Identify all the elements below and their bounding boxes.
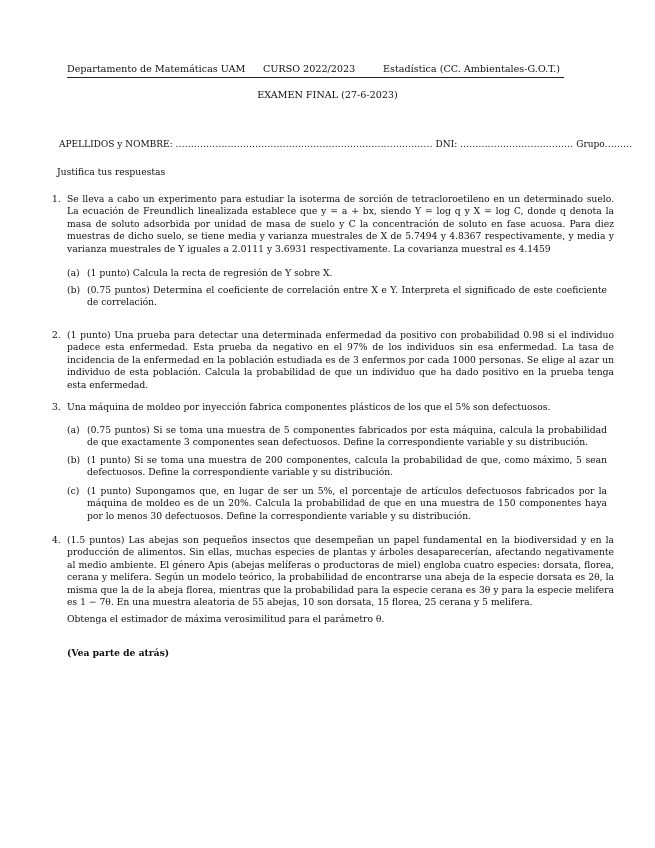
question-text: Una máquina de moldeo por inyección fabrica componentes plásticos de los que el 5% son defectuosos. <box>67 402 551 413</box>
part-label: (b) <box>67 455 81 466</box>
header-subject: Estadística (CC. Ambientales-G.O.T.) <box>383 64 560 75</box>
question-text: (1.5 puntos) Las abejas son pequeños insectos que desempeñan un papel fundamental en la biodiversidad y en la producción de alimentos. Sin ellas, muchas especies de plantas y árboles desaparecerían, afectando negativamente al medio ambiente. El género Apis (abejas melíferas o productoras de miel) engloba cuatro especies: dorsata, florea, cerana y melifera. Según un modelo teórico, la probabilidad de encontrarse una abeja de la especie dorsata es 2θ, la misma que la de la abeja florea, mientras que la probabilidad para la especie cerana es 3θ y para la especie melifera es 1 − 7θ. En una muestra aleatoria de 55 abejas, 10 son dorsata, 15 florea, 25 cerana y 5 melifera. <box>67 535 614 609</box>
question-1-part-a <box>67 268 607 280</box>
question-text: (1 punto) Una prueba para detectar una determinada enfermedad da positivo con probabilidad 0.98 si el individuo padece esta enfermedad. Esta prueba da negativo en el 97% de los individuos sin esa enfermedad. La tasa de incidencia de la enfermedad en la población estudiada es de 3 enfermos por cada 1000 personas. Se elige al azar un individuo de esta población. Calcula la probabilidad de que un individuo que ha dado positivo en la prueba tenga esta enfermedad. <box>67 330 614 391</box>
question-1-part-b <box>67 285 607 310</box>
dni-label: DNI: <box>435 140 458 150</box>
name-row <box>59 139 633 151</box>
question-number: 2. <box>52 330 61 341</box>
question-3-part-b <box>67 455 607 480</box>
dni-blank: ..................................... <box>460 140 574 150</box>
question-3-part-c <box>67 486 607 523</box>
question-3-part-a <box>67 425 607 450</box>
part-text: (1 punto) Calcula la recta de regresión de Y sobre X. <box>87 268 333 279</box>
part-label: (a) <box>67 425 80 436</box>
question-3 <box>52 402 614 522</box>
header-course: CURSO 2022/2023 <box>263 64 356 75</box>
question-4 <box>52 535 614 627</box>
question-1 <box>52 194 614 309</box>
question-2 <box>52 330 614 392</box>
header-rule <box>67 77 564 78</box>
question-number: 1. <box>52 194 61 205</box>
footer-note: (Vea parte de atrás) <box>67 648 170 659</box>
group-blank: ......... <box>604 140 633 150</box>
question-text: Se lleva a cabo un experimento para estudiar la isoterma de sorción de tetracloroetileno en un determinado suelo. La ecuación de Freundlich linealizada establece que y = a + bx, siendo Y = log q y X = log C, donde q denota la masa de soluto adsorbida por unidad de masa de suelo y C la concentración de soluto en fase acuosa. Para diez muestras de dicho suelo, se tiene media y varianza muestrales de X de 5.7494 y 4.8367 respectivamente, y media y varianza muestrales de Y iguales a 2.0111 y 3.6931 respectivamente. La covarianza muestral es 4.1459 <box>67 194 614 255</box>
question-number: 4. <box>52 535 61 546</box>
part-label: (b) <box>67 285 81 296</box>
part-label: (a) <box>67 268 80 279</box>
exam-title: EXAMEN FINAL (27-6-2023) <box>257 90 398 101</box>
part-label: (c) <box>67 486 80 497</box>
header-department: Departamento de Matemáticas UAM <box>67 64 246 75</box>
question-number: 3. <box>52 402 61 413</box>
question-closing: Obtenga el estimador de máxima verosimilitud para el parámetro θ. <box>67 614 385 626</box>
group-label: Grupo <box>576 140 605 150</box>
name-label: APELLIDOS y NOMBRE: <box>59 140 173 150</box>
name-blank: .................................................................................... <box>175 140 433 150</box>
part-text: (0.75 puntos) Determina el coeficiente de correlación entre X e Y. Interpreta el significado de este coeficiente de correlación. <box>87 285 607 309</box>
part-text: (0.75 puntos) Si se toma una muestra de 5 componentes fabricados por esta máquina, calcula la probabilidad de que exactamente 3 componentes sean defectuosos. Define la correspondiente variable y su distribución. <box>87 425 607 449</box>
instruction: Justifica tus respuestas <box>57 167 166 178</box>
part-text: (1 punto) Supongamos que, en lugar de ser un 5%, el porcentaje de artículos defectuosos fabricados por la máquina de moldeo es de un 20%. Calcula la probabilidad de que en una muestra de 150 componentes haya por lo menos 30 defectuosos. Define la correspondiente variable y su distribución. <box>87 486 607 522</box>
part-text: (1 punto) Si se toma una muestra de 200 componentes, calcula la probabilidad de que, como máximo, 5 sean defectuosos. Define la correspondiente variable y su distribución. <box>87 455 607 479</box>
